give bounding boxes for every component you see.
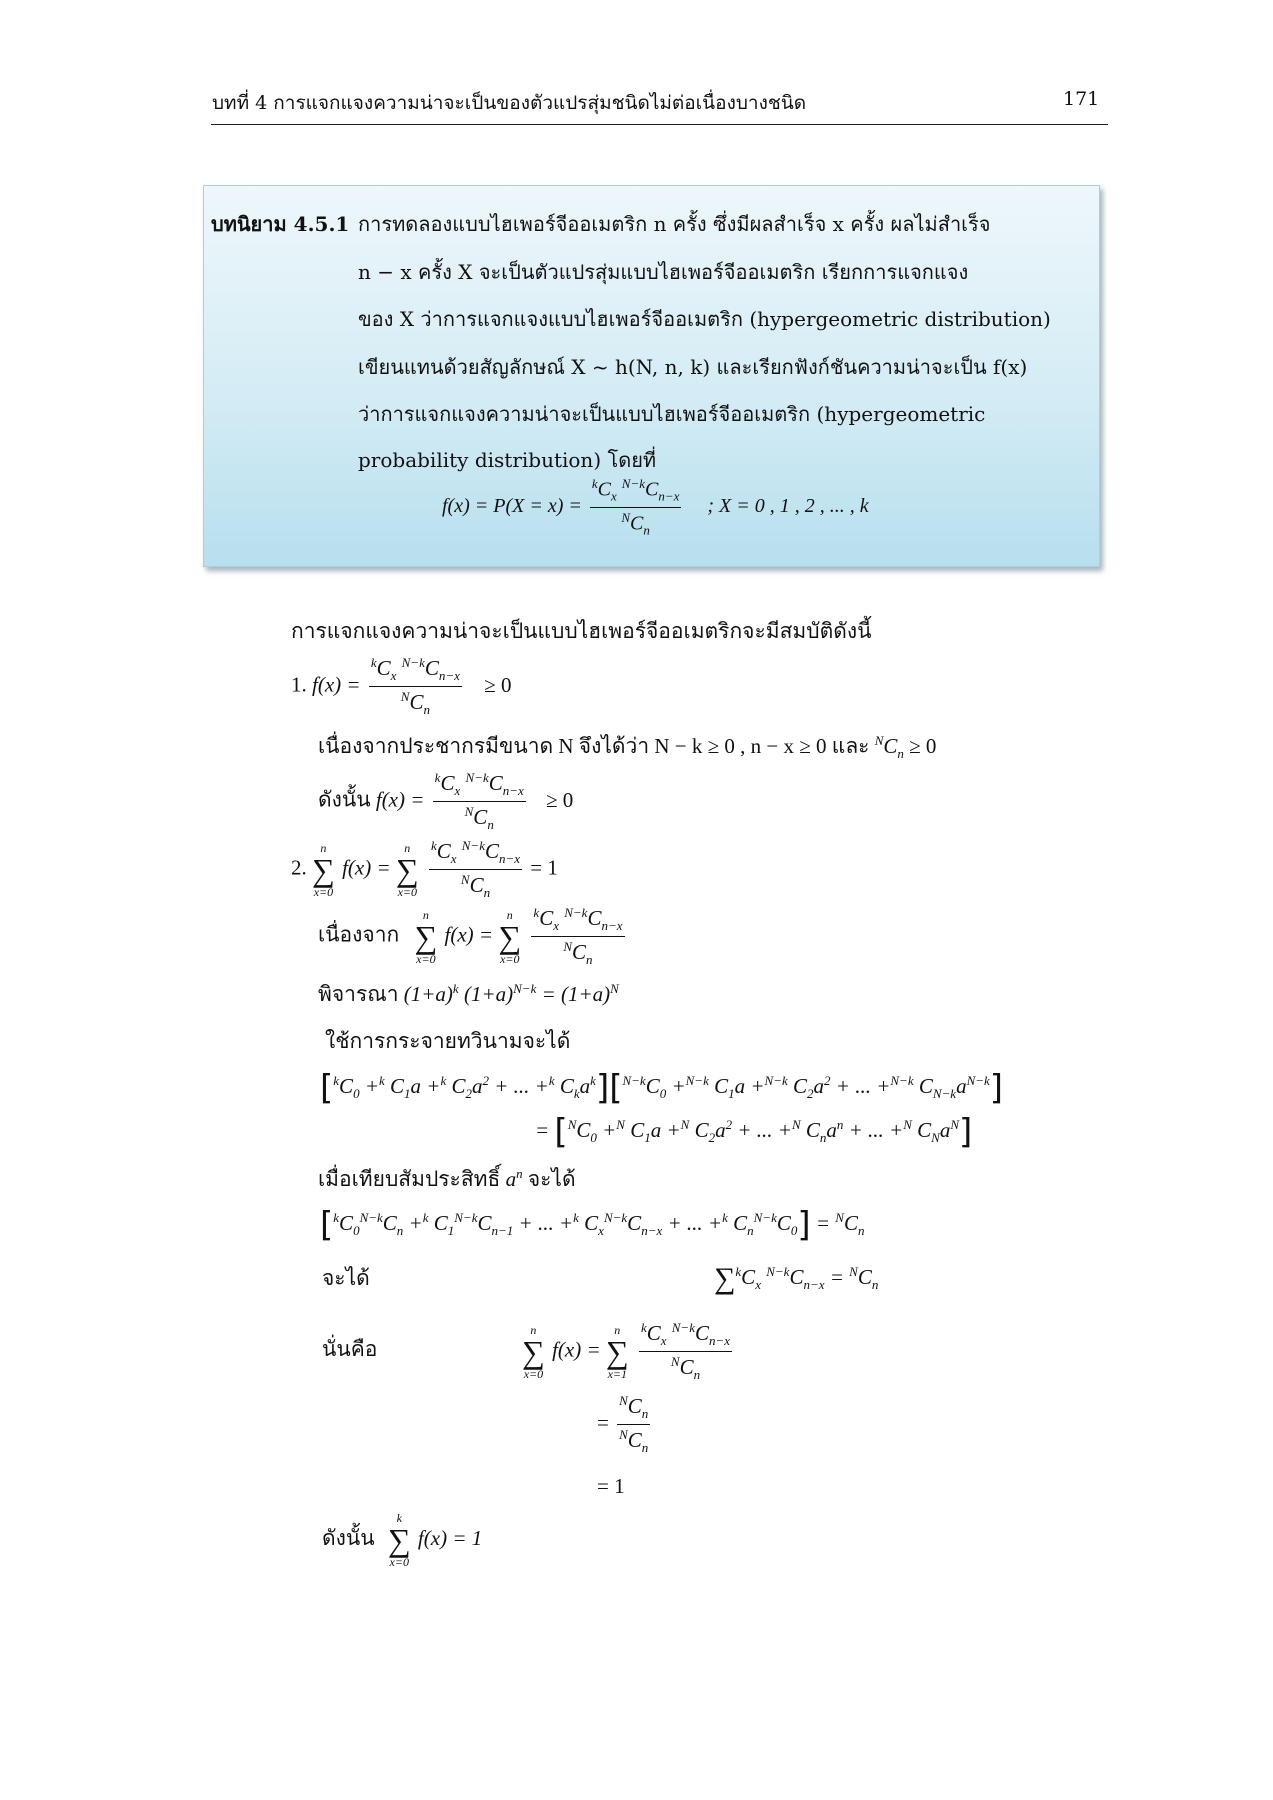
definition-line-3: ของ X ว่าการแจกแจงแบบไฮเพอร์จีออเมตริก (hypergeometric distribution) <box>358 307 1051 331</box>
compare-coefficients: เมื่อเทียบสัมประสิทธิ์ $a^n$ จะได้ <box>318 1166 576 1191</box>
equals-one: = 1 <box>597 1474 625 1498</box>
sum-identity: $\sum^kC_x$ $^{N-k}C_{n-x} = ^NC_n$ <box>714 1262 879 1295</box>
property-1-because-text: เนื่องจากประชากรมีขนาด N จึงได้ว่า N − k ≥ 0 , n − x ≥ 0 และ <box>318 734 870 758</box>
property-1-label: 1. <box>291 672 307 697</box>
therefore-label-2: ดังนั้น <box>322 1525 375 1550</box>
property-1: 1. f(x) = $\frac{^kC_x ^{N-k}C_{n-x}}{^NC_n}$ ≥ 0 <box>291 655 512 718</box>
definition-formula: f(x) = P(X = x) = $\frac{^kC_x ^{N-k}C_{n-x}}{^NC_n}$ ; X = 0 , 1 , 2 , ... , k <box>442 476 869 538</box>
definition-line-6: probability distribution) โดยที่ <box>358 448 657 472</box>
binomial-expansion-line-1: [$^kC_0 +^k$ $C_1a +^k$ $C_2a^2$ + ... +$^k$ $C_ka^k][^{N-k}C_0 +^{N-k}$ $C_1a +^{N-k}$ $C_2a^2$ + ... +$^{N-k}$ $C_{N-k}a^{N-k}$] <box>320 1068 1004 1108</box>
that-is-equation: n ∑ x=0 f(x) = n ∑ x=1 $\frac{^kC_x ^{N-k}C_{n-x}}{^NC_n}$ <box>522 1320 731 1383</box>
property-2: 2. n ∑ x=0 f(x) = n ∑ x=0 $\frac{^kC_x ^{N-k}C_{n-x}}{^NC_n}$ = 1 <box>291 838 558 901</box>
formula-range: ; X = 0 , 1 , 2 , ... , k <box>707 494 869 517</box>
binomial-expansion-line-2: = [$^NC_0 +^N$ $C_1a +^N$ $C_2a^2$ + ... +$^N$ $C_na^n$ + ... +$^N$ $C_Na^N$] <box>535 1112 973 1152</box>
binomial-text: ใช้การกระจายทวินามจะได้ <box>325 1029 571 1053</box>
ratio-equation: = $\frac{^NC_n}{^NC_n}$ <box>597 1393 649 1456</box>
property-2-consider: พิจารณา $(1+a)^k$ $(1+a)^{N-k} = (1+a)^N$ <box>318 981 619 1006</box>
therefore-label-1: ดังนั้น <box>318 787 371 812</box>
property-2-because: เนื่องจาก n ∑ x=0 f(x) = n ∑ x=0 $\frac{^kC_x ^{N-k}C_{n-x}}{^NC_n}$ <box>318 905 623 968</box>
definition-line-5: ว่าการแจกแจงความน่าจะเป็นแบบไฮเพอร์จีออเมตริก (hypergeometric <box>358 402 986 426</box>
definition-line-1: การทดลองแบบไฮเพอร์จีออเมตริก n ครั้ง ซึ่งมีผลสำเร็จ x ครั้ง ผลไม่สำเร็จ <box>358 212 991 236</box>
definition-box <box>203 185 1100 567</box>
that-is-label: นั่นคือ <box>322 1337 378 1361</box>
compare-label: เมื่อเทียบสัมประสิทธิ์ <box>318 1167 501 1191</box>
definition-line-2: n − x ครั้ง X จะเป็นตัวแปรสุ่มแบบไฮเพอร์จีออเมตริก เรียกการแจกแจง <box>358 260 969 284</box>
final-statement: ดังนั้น k ∑ x=0 f(x) = 1 <box>322 1511 483 1569</box>
header-rule <box>211 124 1108 125</box>
because-label-2: เนื่องจาก <box>318 922 400 947</box>
coefficient-equation: [$^kC_0^{N-k}C_n +^k$ $C_1^{N-k}C_{n-1}$ + ... +$^k$ $C_x^{N-k}C_{n-x}$ + ... +$^k$ $C_n^{N-k}C_0] = ^NC_n$ <box>320 1205 865 1245</box>
get-label: จะได้ <box>322 1266 370 1290</box>
formula-lhs: f(x) = P(X = x) = <box>442 494 582 517</box>
property-1-because: เนื่องจากประชากรมีขนาด N จึงได้ว่า N − k ≥ 0 , n − x ≥ 0 และ $^NC_n \ge 0$ <box>318 733 937 762</box>
property-1-therefore: ดังนั้น f(x) = $\frac{^kC_x ^{N-k}C_{n-x}}{^NC_n}$ ≥ 0 <box>318 770 574 833</box>
consider-label: พิจารณา <box>318 982 399 1006</box>
property-2-label: 2. <box>291 855 307 880</box>
page-number: 171 <box>1063 88 1100 110</box>
compare-tail: จะได้ <box>527 1167 576 1191</box>
intro-text: การแจกแจงความน่าจะเป็นแบบไฮเพอร์จีออเมตริกจะมีสมบัติดังนี้ <box>291 619 872 643</box>
definition-line-4: เขียนแทนด้วยสัญลักษณ์ X ~ h(N, n, k) และเรียกฟังก์ชันความน่าจะเป็น f(x) <box>358 355 1028 379</box>
chapter-header: บทที่ 4 การแจกแจงความน่าจะเป็นของตัวแปรสุ่มชนิดไม่ต่อเนื่องบางชนิด <box>212 92 807 114</box>
definition-label: บทนิยาม 4.5.1 <box>211 212 350 236</box>
